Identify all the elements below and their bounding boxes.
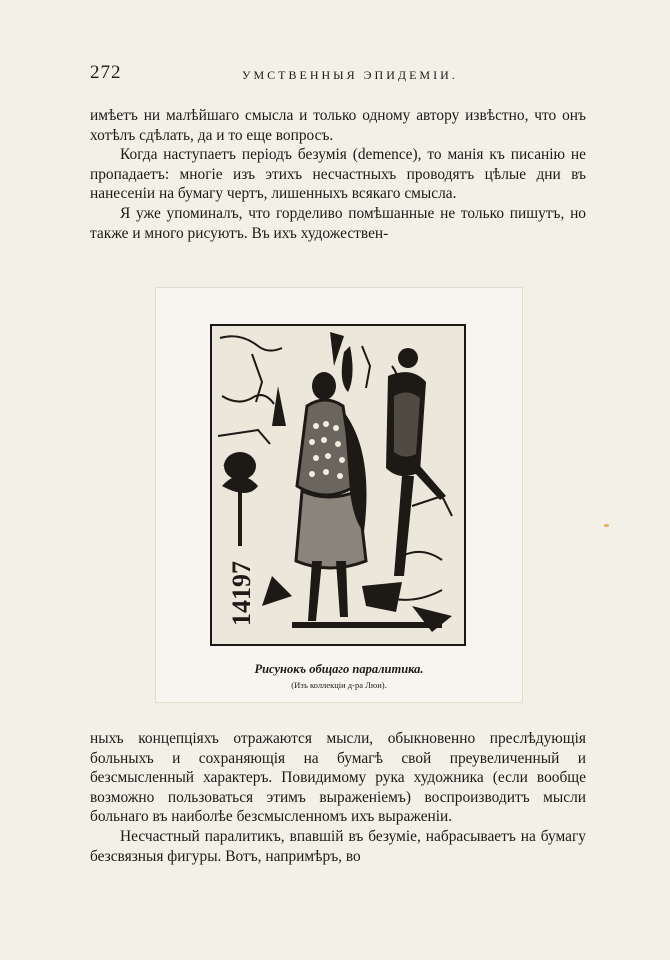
figure-caption: Рисунокъ общаго паралитика. <box>254 662 424 676</box>
paper-speck <box>604 524 609 527</box>
paragraph: имѣетъ ни малѣйшаго смысла и только одному автору извѣстно, что онъ хотѣлъ сдѣлать, да и то еще вопросъ. <box>90 107 586 144</box>
page-number: 272 <box>90 62 122 83</box>
paragraph: Когда наступаетъ періодъ безумія (demence), то манія къ писанію не пропадаетъ: многіе изъ этихъ несчастныхъ проводятъ цѣлые дни въ нанесеніи на бумагу чертъ, лишенныхъ всякаго смысла. <box>90 146 586 203</box>
illustration <box>210 324 466 646</box>
illustration-inscription: 14197 <box>227 561 256 626</box>
figure-plate <box>155 287 523 703</box>
figure-sub-caption: (Изъ коллекціи д-ра Люи). <box>291 680 387 690</box>
text-block-top <box>90 106 586 243</box>
text-block-bottom <box>90 729 586 866</box>
running-title: УМСТВЕННЫЯ ЭПИДЕМIИ. <box>242 68 458 82</box>
paragraph: Несчастный паралитикъ, впавшій въ безуміе, набрасываетъ на бумагу безсвязныя фигуры. Вотъ, напримѣръ, во <box>90 827 586 865</box>
paragraph: ныхъ концепціяхъ отражаются мысли, обыкновенно преслѣдующія больныхъ и сохраняющія на бумагѣ свой преувеличенный и безсмысленный характеръ. Повидимому рука художника (если вообще возможно пользоваться этимъ выраженіемъ) воспроизводитъ мысли больнаго въ наиболѣе безсмысленномъ ихъ выраженіи. <box>90 730 586 826</box>
paragraph: Я уже упоминалъ, что горделиво помѣшанные не только пишутъ, но также и много рисуютъ. Въ ихъ художествен- <box>90 204 586 242</box>
